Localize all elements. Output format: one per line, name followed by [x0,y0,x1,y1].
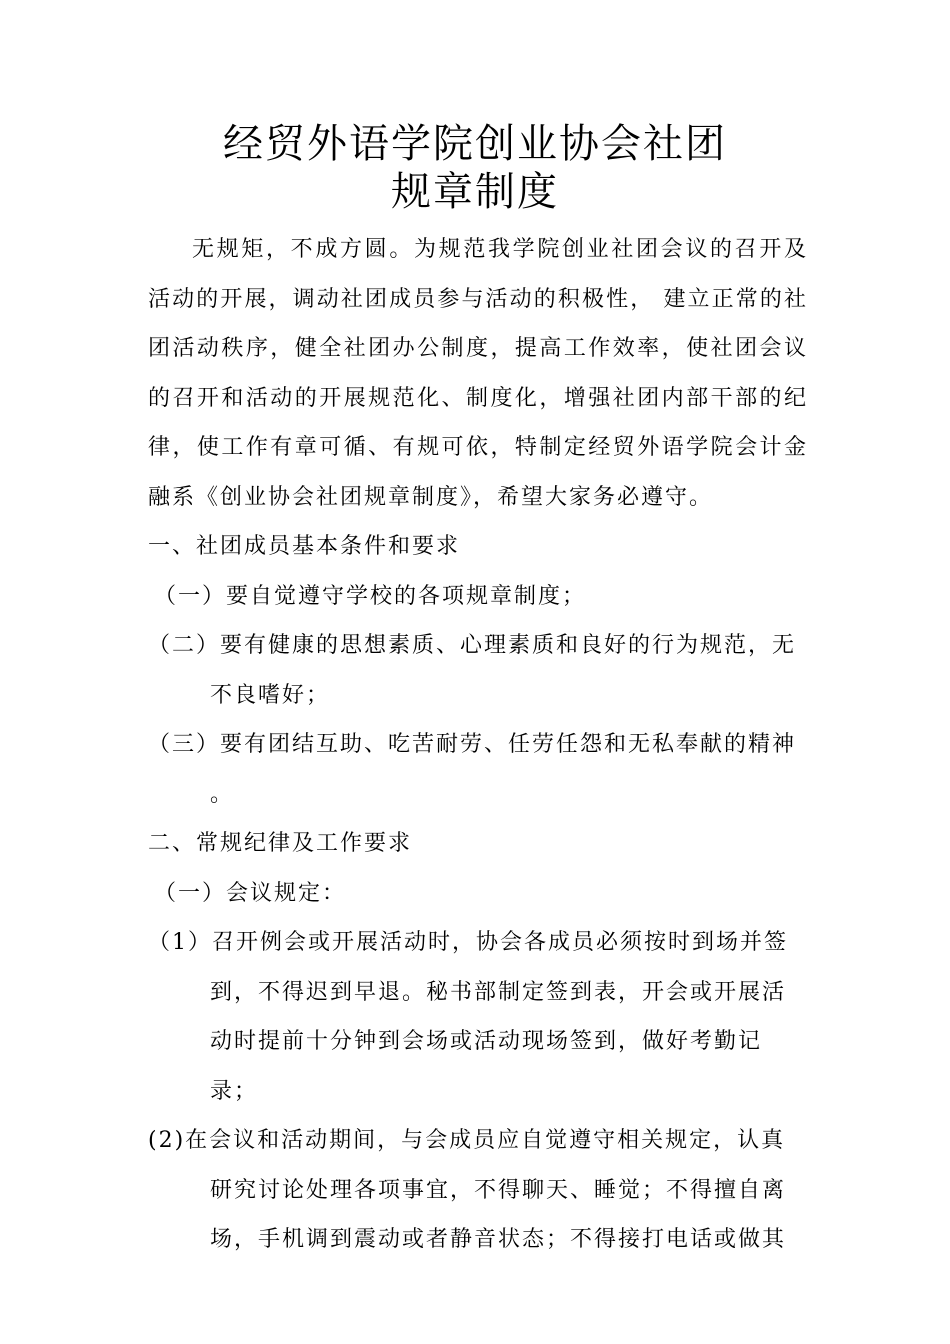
section-1-item-1: （一）要自觉遵守学校的各项规章制度； [154,583,587,609]
document-body [148,225,808,1265]
section-2-item-1: （1）召开例会或开展活动时，协会各成员必须按时到场并签到，不得迟到早退。秘书部制定签到表，开会或开展活动时提前十分钟到会场或活动现场签到，做好考勤记录； [148,930,788,1104]
section-2-item-2: (2)在会议和活动期间，与会成员应自觉遵守相关规定，认真研究讨论处理各项事宜，不得聊天、睡觉；不得擅自离场，手机调到震动或者静音状态；不得接打电话或做其 [148,1128,787,1252]
section-1-item-3: （三）要有团结互助、吃苦耐劳、任劳任怨和无私奉献的精神 。 [148,732,797,807]
section-1-item-2: （二）要有健康的思想素质、心理素质和良好的行为规范，无不良嗜好； [148,633,797,708]
section-2-sub-heading: （一）会议规定： [154,880,347,906]
section-1-heading: 一、社团成员基本条件和要求 [148,534,461,559]
document-title [0,120,950,216]
intro-paragraph: 无规矩，不成方圆。为规范我学院创业社团会议的召开及活动的开展，调动社团成员参与活动的积极性， 建立正常的社团活动秩序，健全社团办公制度，提高工作效率，使社团会议的召开和活动的开展规范化、制度化，增强社团内部干部的纪律，使工作有章可循、有规可依，特制定经贸外语学院会计金融系《创业协会社团规章制度》，希望大家务必遵守。 [148,237,808,510]
section-2-heading: 二、常规纪律及工作要求 [148,831,413,856]
title-line-2: 规章制度 [391,169,559,215]
title-line-1: 经贸外语学院创业协会社团 [223,121,727,167]
